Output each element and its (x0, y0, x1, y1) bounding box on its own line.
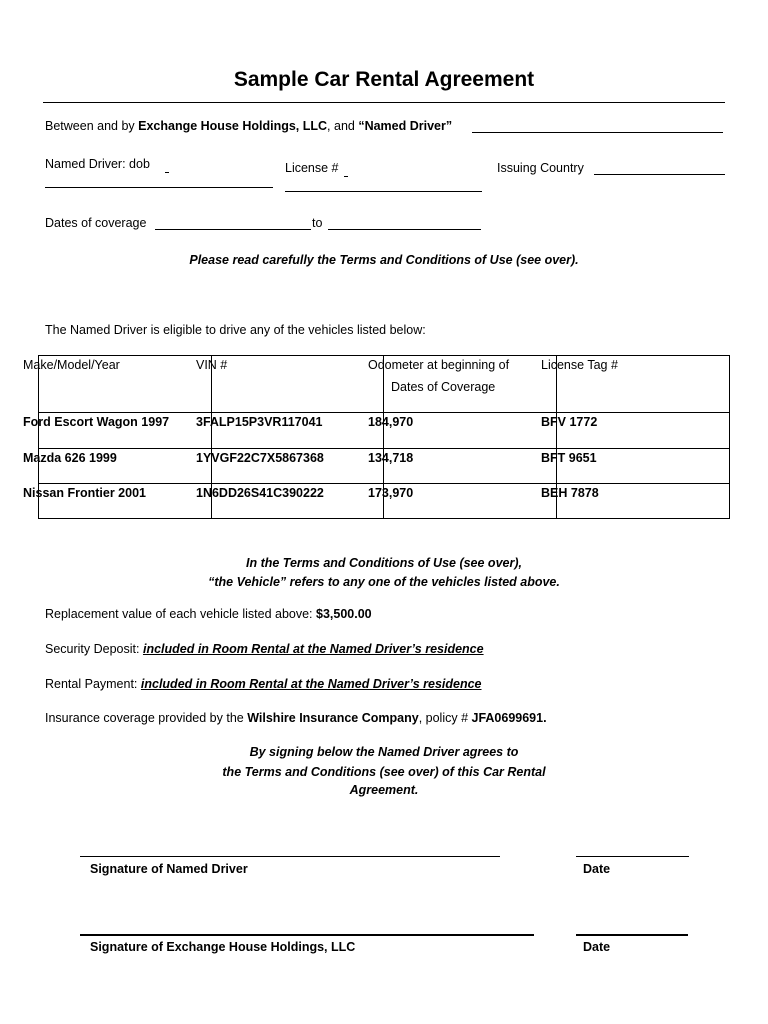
table-border-bottom (38, 518, 730, 519)
license-label: License # (285, 161, 339, 175)
dob-field[interactable] (45, 187, 273, 188)
replacement-value: $3,500.00 (316, 607, 372, 621)
table-header-odometer: Odometer at beginning of (368, 358, 510, 372)
coverage-start-field[interactable] (155, 229, 311, 230)
dob-stub (165, 172, 169, 173)
replacement-line (45, 607, 372, 621)
eligible-text: The Named Driver is eligible to drive any of the vehicles listed below: (45, 323, 426, 337)
driver-signature-field[interactable] (80, 856, 500, 857)
insurance-line (45, 711, 547, 725)
intro-company: Exchange House Holdings, LLC (138, 119, 328, 133)
table-cell-make: Nissan Frontier 2001 (23, 486, 146, 500)
payment-value: included in Room Rental at the Named Driver’s residence (140, 677, 482, 691)
insurance-prefix: Insurance coverage provided by the (45, 711, 248, 725)
intro-between: Between and by (45, 119, 139, 133)
table-row-divider (38, 448, 730, 449)
table-cell-make: Mazda 626 1999 (23, 451, 117, 465)
table-cell-tag: BFT 9651 (541, 451, 597, 465)
intro-and: , and (327, 119, 359, 133)
table-header-vin: VIN # (196, 358, 228, 372)
license-stub (344, 176, 348, 177)
table-cell-tag: BFV 1772 (541, 415, 598, 429)
intro-line (45, 119, 452, 133)
company-date-label: Date (583, 940, 611, 954)
intro-named-driver: “Named Driver” (358, 119, 453, 133)
license-field[interactable] (285, 191, 482, 192)
table-cell-odometer: 173,970 (368, 486, 414, 500)
table-row-divider (38, 412, 730, 413)
replacement-label: Replacement value of each vehicle listed above: (45, 607, 316, 621)
driver-date-field[interactable] (576, 856, 689, 857)
company-signature-label: Signature of Exchange House Holdings, LLC (90, 940, 356, 954)
vehicle-def-line1: In the Terms and Conditions of Use (see over), (246, 556, 522, 570)
country-label: Issuing Country (497, 161, 584, 175)
table-border-top (38, 355, 730, 356)
table-cell-odometer: 134,718 (368, 451, 414, 465)
table-cell-make: Ford Escort Wagon 1997 (23, 415, 170, 429)
deposit-line (45, 642, 484, 656)
coverage-end-field[interactable] (328, 229, 481, 230)
table-header-odometer-sub: Dates of Coverage (391, 380, 496, 394)
driver-date-label: Date (583, 862, 611, 876)
table-cell-vin: 3FALP15P3VR117041 (196, 415, 323, 429)
table-row-divider (38, 483, 730, 484)
named-driver-field[interactable] (472, 132, 723, 133)
terms-notice: Please read carefully the Terms and Conditions of Use (see over). (189, 253, 579, 267)
coverage-label: Dates of coverage (45, 216, 147, 230)
page-title: Sample Car Rental Agreement (233, 68, 535, 91)
driver-signature-label: Signature of Named Driver (90, 862, 248, 876)
table-cell-odometer: 184,970 (368, 415, 414, 429)
company-signature-field[interactable] (80, 934, 534, 936)
insurance-policy: JFA0699691. (471, 711, 547, 725)
deposit-label: Security Deposit: (45, 642, 143, 656)
table-header-tag: License Tag # (541, 358, 618, 372)
deposit-value: included in Room Rental at the Named Driver’s residence (142, 642, 484, 656)
agreement-line3: Agreement. (349, 783, 419, 797)
title-divider (43, 102, 725, 103)
agreement-line2: the Terms and Conditions (see over) of this Car Rental (222, 765, 546, 779)
insurance-mid: , policy # (418, 711, 472, 725)
dob-label: Named Driver: dob (45, 157, 150, 171)
agreement-line1: By signing below the Named Driver agrees to (249, 745, 519, 759)
vehicle-def-line2: “the Vehicle” refers to any one of the vehicles listed above. (208, 575, 560, 589)
payment-label: Rental Payment: (45, 677, 141, 691)
coverage-to-label: to (312, 216, 323, 230)
table-cell-vin: 1YVGF22C7X5867368 (196, 451, 324, 465)
table-cell-tag: BEH 7878 (541, 486, 599, 500)
company-date-field[interactable] (576, 934, 688, 936)
country-field[interactable] (594, 174, 725, 175)
table-col-divider (729, 355, 730, 518)
payment-line (45, 677, 482, 691)
table-header-make: Make/Model/Year (23, 358, 120, 372)
insurance-company: Wilshire Insurance Company (247, 711, 419, 725)
table-cell-vin: 1N6DD26S41C390222 (196, 486, 324, 500)
